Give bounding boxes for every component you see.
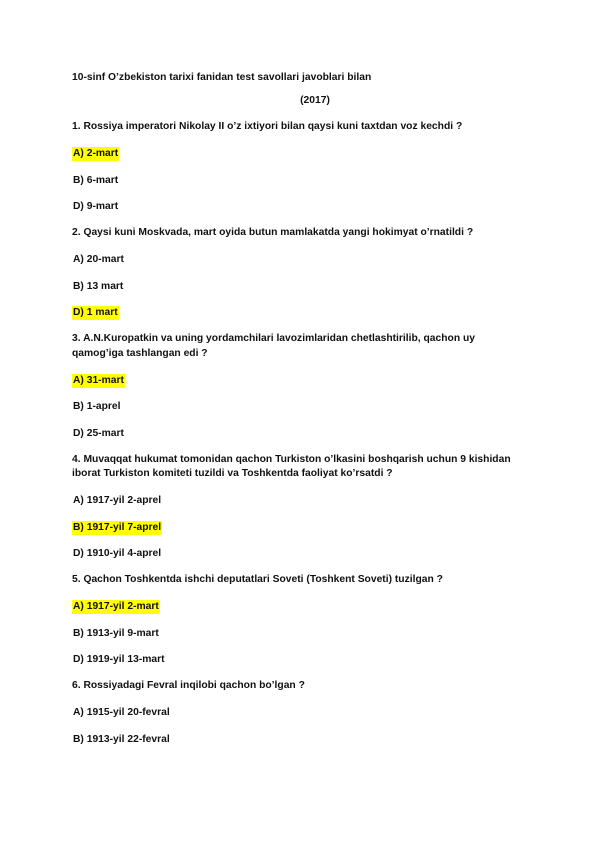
answer-text: A) 20-mart: [73, 254, 124, 265]
question-text: 1. Rossiya imperatori Nikolay II o’z ixtiyori bilan qaysi kuni taxtdan voz kechdi ?: [72, 121, 463, 132]
answer-text: D) 9-mart: [73, 201, 119, 212]
answer-option: [72, 706, 535, 720]
question-block-1: [72, 120, 535, 214]
question-text: 5. Qachon Toshkentda ishchi deputatlari Soveti (Toshkent Soveti) tuzilgan ?: [72, 574, 443, 585]
answer-text: A) 1917-yil 2-mart: [73, 601, 159, 612]
question-text: 2. Qaysi kuni Moskvada, mart oyida butun mamlakatda yangi hokimyat o’rnatildi ?: [72, 227, 474, 238]
answer-text: B) 6-mart: [73, 174, 119, 186]
answer-option-correct: [72, 600, 535, 614]
answer-text: B) 1913-yil 22-fevral: [73, 733, 170, 745]
answer-option: [72, 494, 535, 508]
question-block-6: [72, 679, 535, 747]
document-year: (2017): [300, 95, 330, 106]
answer-option: [72, 627, 535, 641]
answer-option-correct: [72, 147, 535, 161]
answer-text: A) 1917-yil 2-aprel: [73, 495, 162, 506]
question-block-2: [72, 226, 535, 320]
answer-text: A) 1915-yil 20-fevral: [73, 707, 170, 718]
answer-option: [72, 174, 535, 188]
answer-text: A) 2-mart: [73, 148, 119, 159]
question-block-3: [72, 332, 535, 441]
answer-option-correct: [72, 306, 535, 320]
answer-option: [72, 253, 535, 267]
answer-text: A) 31-mart: [73, 374, 124, 386]
answer-option: [72, 547, 535, 561]
answer-text: B) 13 mart: [73, 280, 124, 292]
answer-text: B) 1-aprel: [73, 401, 121, 412]
answer-option: [72, 427, 535, 441]
answer-option: [72, 280, 535, 294]
answer-text: D) 25-mart: [73, 427, 124, 439]
answer-option-correct: [72, 374, 535, 388]
answer-option: [72, 733, 535, 747]
answer-text: D) 1 mart: [73, 307, 118, 318]
answer-option: [72, 653, 535, 667]
answer-option: [72, 400, 535, 414]
question-block-4: [72, 453, 535, 562]
question-text: 3. A.N.Kuropatkin va uning yordamchilari lavozimlaridan chetlashtirilib, qachon uy qamog’iga tashlangan edi ?: [72, 333, 475, 359]
question-text: 6. Rossiyadagi Fevral inqilobi qachon bo’lgan ?: [72, 680, 305, 691]
question-text: 4. Muvaqqat hukumat tomonidan qachon Turkiston o’lkasini boshqarish uchun 9 kishidan iborat Turkiston komiteti tuzildi va Toshkentda faoliyat ko’rsatdi ?: [72, 453, 511, 479]
answer-text: D) 1919-yil 13-mart: [73, 654, 165, 665]
answer-text: B) 1913-yil 9-mart: [73, 627, 159, 639]
answer-text: D) 1910-yil 4-aprel: [73, 548, 162, 559]
document-title: 10-sinf O’zbekiston tarixi fanidan test savollari javoblari bilan: [72, 72, 372, 83]
answer-option: [72, 200, 535, 214]
question-block-5: [72, 573, 535, 667]
answer-text: B) 1917-yil 7-aprel: [73, 521, 162, 533]
answer-option-correct: [72, 521, 535, 535]
